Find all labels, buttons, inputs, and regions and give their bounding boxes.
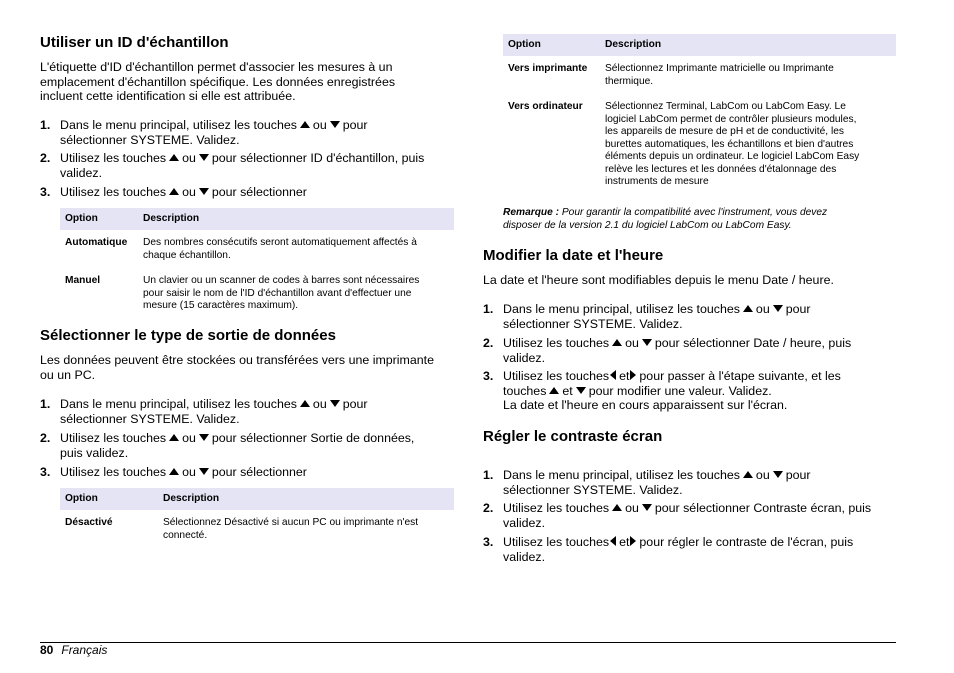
down-arrow-icon [199,468,209,475]
step-text: pour passer à l'étape suivante, et les [639,369,841,383]
step-text: Utilisez les touches [60,431,167,445]
down-arrow-icon [773,305,783,312]
sample-id-intro [40,60,395,104]
section-heading-contrast: Régler le contraste écran [483,428,663,445]
table-row [60,230,454,268]
option-description [600,56,896,94]
step-text: et [619,369,630,383]
desc-line: éléments depuis un ordinateur. Le logiciel LabCom Easy [605,151,860,162]
step-text: validez. [503,515,546,530]
left-arrow-icon [610,536,616,546]
up-arrow-icon [612,339,622,346]
step-text: Utilisez les touches [503,535,610,549]
step-number: 1. [40,118,51,132]
table-row [60,510,454,548]
down-arrow-icon [199,434,209,441]
down-arrow-icon [199,188,209,195]
desc-line: logiciel LabCom permet de contrôler plusieurs modules, [605,113,857,125]
step-number: 3. [40,185,51,199]
step-text: ou [182,185,196,199]
step-text: ou [182,151,196,165]
down-arrow-icon [330,121,340,128]
step-text: pour sélectionner [211,465,307,479]
step-text: ou [182,431,196,445]
step-text: pour régler le contraste de l'écran, puis [639,535,854,549]
step-text: Utilisez les touches [503,501,610,515]
data-output-intro [40,353,434,382]
desc-line: les appareils de mesure de pH et de conductivité, les [605,126,844,137]
sample-id-options-table [60,208,454,319]
table-header-row [60,488,454,510]
column-header-option: Option [60,488,158,510]
step-number: 2. [483,501,494,515]
right-arrow-icon [630,536,636,546]
step-text: ou [312,118,327,132]
column-header-description: Description [138,208,454,230]
table-row [503,94,896,195]
option-description [138,268,454,319]
step-text: sélectionner SYSTEME. Validez. [503,482,683,497]
step-text: validez. [60,165,103,180]
desc-line: Un clavier ou un scanner de codes à barres sont nécessaires [143,275,420,286]
note-label: Remarque : [503,207,560,218]
desc-line: pour saisir le nom de l'ID d'échantillon avant d'effectuer une [143,287,412,299]
desc-line: Sélectionnez Terminal, LabCom ou LabCom Easy. Le [605,101,846,112]
step-text: La date et l'heure en cours apparaissent sur l'écran. [503,398,788,412]
step-text: Dans le menu principal, utilisez les touches [503,302,740,316]
column-header-description: Description [600,34,896,56]
step-text: sélectionner SYSTEME. Validez. [503,316,683,331]
step-text: Dans le menu principal, utilisez les touches [503,468,740,482]
up-arrow-icon [300,400,310,407]
desc-line: Sélectionnez Imprimante matricielle ou Imprimante [605,63,834,74]
table-header-row [60,208,454,230]
desc-line: relève les lectures et les données d'étalonnage des [605,163,837,175]
step-text: validez. [503,350,546,365]
intro-line: incluent cette identification si elle est attribuée. [40,89,296,103]
step-number: 1. [483,468,494,482]
option-name: Automatique [65,237,128,248]
up-arrow-icon [549,387,559,394]
column-header-option: Option [503,34,600,56]
down-arrow-icon [330,400,340,407]
up-arrow-icon [743,471,753,478]
page-number: 80 [40,643,54,657]
date-time-intro: La date et l'heure sont modifiables depuis le menu Date / heure. [483,273,834,287]
compatibility-note [503,206,827,232]
step-number: 2. [40,431,51,445]
column-header-option: Option [60,208,138,230]
step-number: 3. [483,369,494,383]
step-number: 1. [483,302,494,316]
step-text: pour [342,397,368,411]
step-text: Dans le menu principal, utilisez les touches [60,397,297,411]
desc-line: thermique. [605,75,654,87]
step-text: pour sélectionner Date / heure, puis [654,336,852,350]
step-text: puis validez. [60,445,129,460]
step-text: ou [625,336,639,350]
down-arrow-icon [642,339,652,346]
option-description [600,94,896,195]
step-text: et [562,383,573,398]
left-arrow-icon [610,370,616,380]
step-text: pour sélectionner [211,185,307,199]
data-output-options-table-continued [503,34,896,195]
table-header-row [503,34,896,56]
step-text: pour [342,118,368,132]
up-arrow-icon [169,468,179,475]
up-arrow-icon [169,434,179,441]
desc-line: mesure (15 caractères maximum). [143,300,299,311]
option-name: Vers imprimante [508,63,588,74]
option-name: Manuel [65,275,101,286]
intro-line: ou un PC. [40,367,96,382]
step-text: Utilisez les touches [503,336,610,350]
step-text: pour sélectionner Contraste écran, puis [654,501,872,515]
right-arrow-icon [630,370,636,380]
footer-language: Français [61,643,108,657]
up-arrow-icon [169,154,179,161]
step-number: 3. [40,465,51,479]
step-text: pour [785,468,811,482]
up-arrow-icon [612,504,622,511]
intro-line: emplacement d'échantillon spécifique. Les données enregistrées [40,74,396,89]
down-arrow-icon [642,504,652,511]
section-heading-date-time: Modifier la date et l'heure [483,247,664,264]
intro-line: L'étiquette d'ID d'échantillon permet d'associer les mesures à un [40,60,393,74]
data-output-options-table [60,488,454,548]
down-arrow-icon [576,387,586,394]
step-text: Dans le menu principal, utilisez les touches [60,118,297,132]
option-name: Désactivé [65,517,113,528]
desc-line: Sélectionnez Désactivé si aucun PC ou imprimante n'est [163,517,419,528]
step-number: 2. [40,151,51,165]
column-header-description: Description [158,488,454,510]
desc-line: chaque échantillon. [143,249,231,261]
step-text: ou [312,397,327,411]
step-text: pour sélectionner Sortie de données, [211,431,415,445]
note-text: disposer de la version 2.1 du logiciel LabCom ou LabCom Easy. [503,220,792,231]
section-heading-data-output: Sélectionner le type de sortie de données [40,327,336,344]
step-text: ou [625,501,639,515]
table-row [503,56,896,94]
step-number: 3. [483,535,494,549]
step-text: sélectionner SYSTEME. Validez. [60,411,240,426]
table-row [60,268,454,319]
step-text: et [619,535,630,549]
desc-line: burettes automatiques, les échantillons et bien d'autres [605,138,854,150]
desc-line: instruments de mesure [605,176,709,187]
desc-line: Des nombres consécutifs seront automatiquement affectés à [143,237,417,248]
step-text: Utilisez les touches [60,151,167,165]
desc-line: connecté. [163,529,208,541]
option-name: Vers ordinateur [508,101,583,112]
note-text: Pour garantir la compatibilité avec l'instrument, vous devez [561,207,828,218]
step-text: ou [755,302,770,316]
step-text: Utilisez les touches [60,465,167,479]
up-arrow-icon [300,121,310,128]
step-number: 2. [483,336,494,350]
down-arrow-icon [773,471,783,478]
footer-divider [40,642,896,643]
up-arrow-icon [743,305,753,312]
intro-line: Les données peuvent être stockées ou transférées vers une imprimante [40,353,434,367]
page-footer [40,643,107,657]
step-text: Utilisez les touches [503,369,610,383]
step-text: pour [785,302,811,316]
step-text: touches [503,383,547,398]
option-description [158,510,454,548]
step-text: validez. [503,549,546,564]
option-description [138,230,454,268]
down-arrow-icon [199,154,209,161]
step-text: Utilisez les touches [60,185,167,199]
step-text: ou [182,465,196,479]
step-number: 1. [40,397,51,411]
step-text: pour sélectionner ID d'échantillon, puis [211,151,425,165]
step-text: sélectionner SYSTEME. Validez. [60,132,240,147]
section-heading-sample-id: Utiliser un ID d'échantillon [40,34,229,51]
step-text: pour modifier une valeur. Validez. [588,383,772,398]
step-text: ou [755,468,770,482]
up-arrow-icon [169,188,179,195]
